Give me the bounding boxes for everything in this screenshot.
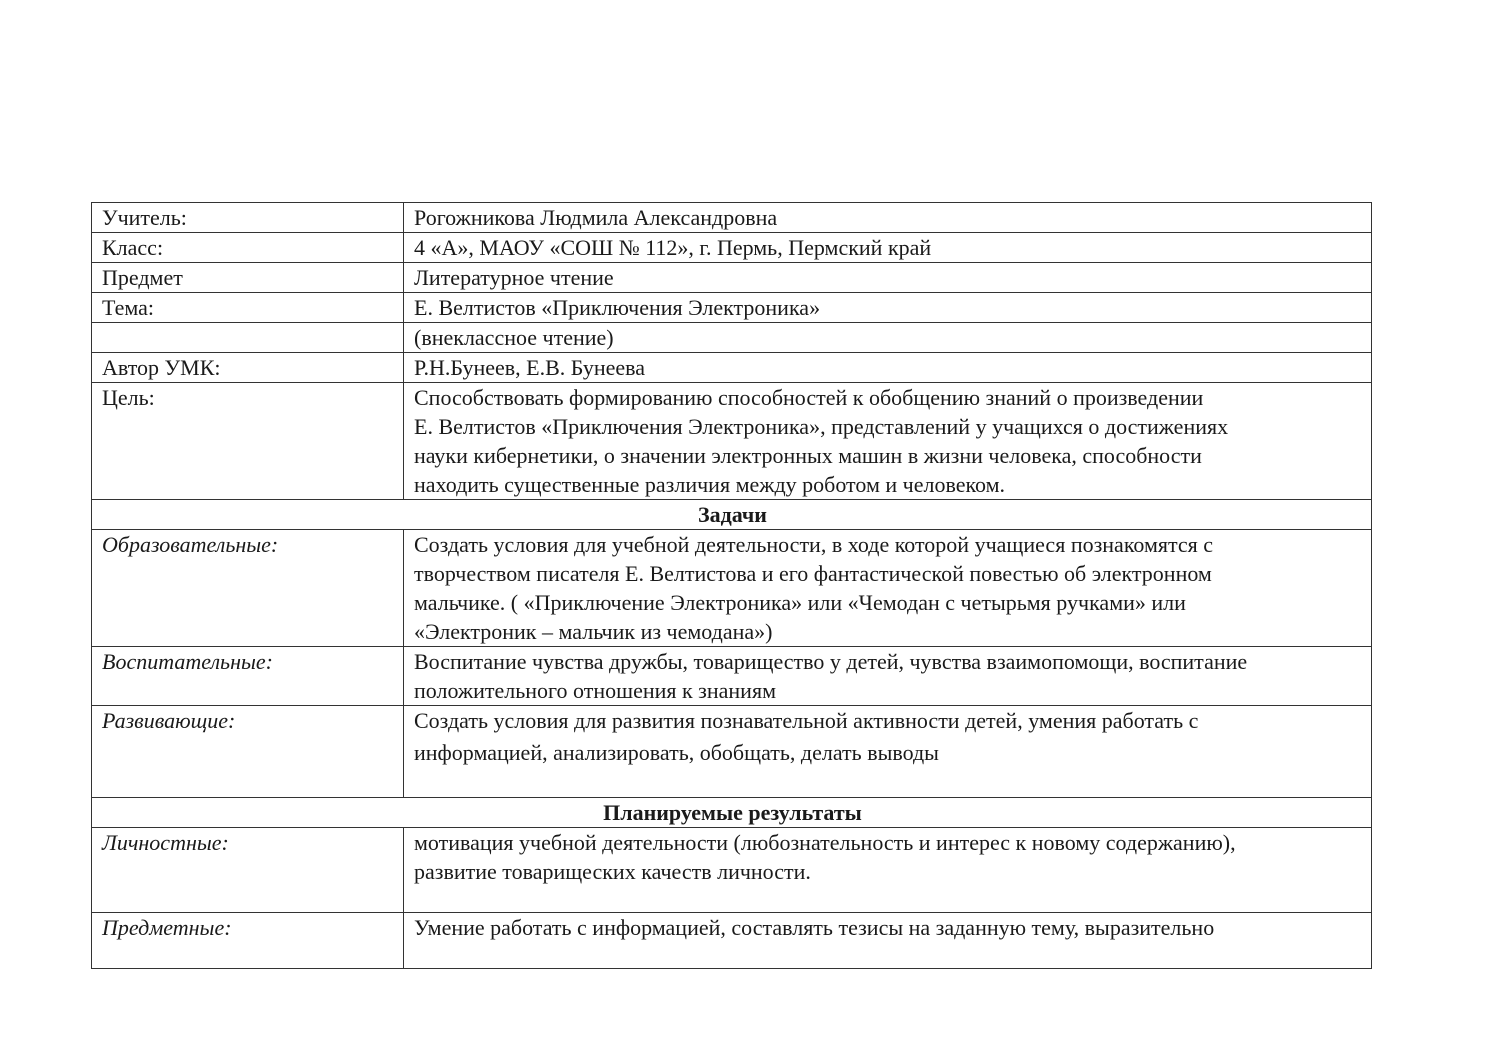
author-label: Автор УМК:: [92, 353, 404, 383]
goal-line: Способствовать формированию способностей к обобщению знаний о произведении: [414, 385, 1204, 410]
educational-line: мальчике. ( «Приключение Электроника» или «Чемодан с четырьмя ручками» или: [414, 590, 1186, 615]
goal-value: [404, 383, 1372, 500]
developing-value: [404, 706, 1372, 798]
personal-line: развитие товарищеских качеств личности.: [414, 859, 811, 884]
subject-label: Предмет: [92, 263, 404, 293]
personal-line: мотивация учебной деятельности (любознательность и интерес к новому содержанию),: [414, 830, 1236, 855]
upbringing-line: положительного отношения к знаниям: [414, 678, 777, 703]
row-author: [92, 353, 1372, 383]
row-topic-note: [92, 323, 1372, 353]
row-tasks-heading: [92, 500, 1372, 530]
topic-label: Тема:: [92, 293, 404, 323]
educational-label: Образовательные:: [92, 530, 404, 647]
lesson-plan-table: [91, 202, 1372, 969]
row-upbringing: [92, 647, 1372, 706]
teacher-value: Рогожникова Людмила Александровна: [404, 203, 1372, 233]
row-developing: [92, 706, 1372, 798]
subject-value: Литературное чтение: [404, 263, 1372, 293]
educational-line: «Электроник – мальчик из чемодана»): [414, 619, 773, 644]
topic-note-value: (внеклассное чтение): [404, 323, 1372, 353]
class-label: Класс:: [92, 233, 404, 263]
class-value: 4 «А», МАОУ «СОШ № 112», г. Пермь, Пермский край: [404, 233, 1372, 263]
row-results-heading: [92, 798, 1372, 828]
personal-label: Личностные:: [92, 828, 404, 913]
lesson-plan-sheet: [91, 202, 1371, 969]
row-goal: [92, 383, 1372, 500]
goal-label: Цель:: [92, 383, 404, 500]
goal-line: находить существенные различия между роботом и человеком.: [414, 472, 1006, 497]
educational-value: [404, 530, 1372, 647]
teacher-label: Учитель:: [92, 203, 404, 233]
tasks-heading: Задачи: [92, 500, 1372, 530]
row-teacher: [92, 203, 1372, 233]
row-subject-results: [92, 913, 1372, 969]
topic-note-label: [92, 323, 404, 353]
personal-value: [404, 828, 1372, 913]
row-educational: [92, 530, 1372, 647]
developing-line: Создать условия для развития познавательной активности детей, умения работать с: [414, 708, 1199, 733]
upbringing-line: Воспитание чувства дружбы, товарищество у детей, чувства взаимопомощи, воспитание: [414, 649, 1248, 674]
upbringing-label: Воспитательные:: [92, 647, 404, 706]
subject-results-value: [404, 913, 1372, 969]
results-heading: Планируемые результаты: [92, 798, 1372, 828]
row-topic: [92, 293, 1372, 323]
developing-line: информацией, анализировать, обобщать, делать выводы: [414, 740, 939, 765]
row-personal: [92, 828, 1372, 913]
subject-results-line: Умение работать с информацией, составлять тезисы на заданную тему, выразительно: [414, 915, 1215, 940]
goal-line: Е. Велтистов «Приключения Электроника», представлений у учащихся о достижениях: [414, 414, 1229, 439]
subject-results-label: Предметные:: [92, 913, 404, 969]
upbringing-value: [404, 647, 1372, 706]
developing-label: Развивающие:: [92, 706, 404, 798]
row-class: [92, 233, 1372, 263]
author-value: Р.Н.Бунеев, Е.В. Бунеева: [404, 353, 1372, 383]
educational-line: Создать условия для учебной деятельности, в ходе которой учащиеся познакомятся с: [414, 532, 1214, 557]
educational-line: творчеством писателя Е. Велтистова и его фантастической повестью об электронном: [414, 561, 1212, 586]
goal-line: науки кибернетики, о значении электронных машин в жизни человека, способности: [414, 443, 1202, 468]
topic-value: Е. Велтистов «Приключения Электроника»: [404, 293, 1372, 323]
row-subject: [92, 263, 1372, 293]
